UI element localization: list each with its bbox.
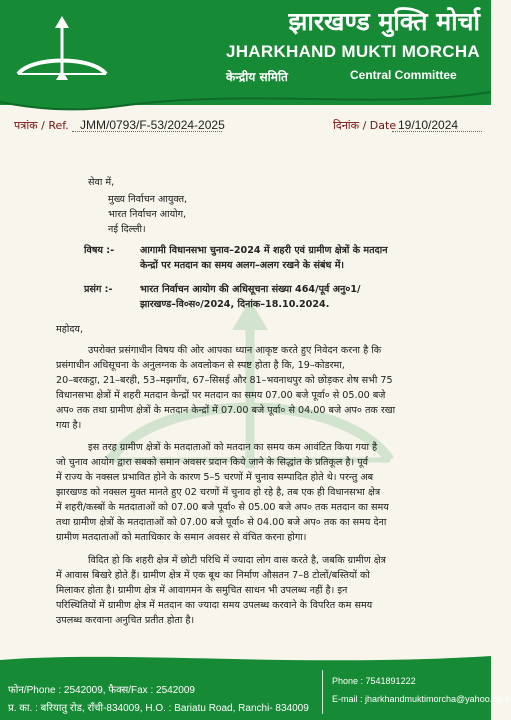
paragraph-3-line: में आवास बिखरे होते हैं। ग्रामीण क्षेत्र में एक बूथ का निर्माण औसतन 7–8 टोलों/बस्तियों को	[56, 570, 370, 581]
committee-label-hindi: केन्द्रीय समिति	[226, 70, 288, 84]
paragraph-2-line: ग्रामीण मतदाताओं को मताधिकार के समान अवसर से वंचित करना होगा।	[56, 532, 307, 543]
reference-label: पत्रांक / Ref.	[14, 119, 69, 132]
paragraph-1-line: उपरोक्त प्रसंगाधीन विषय की ओर आपका ध्यान आकृष्ट करते हुए निवेदन करना है कि	[88, 345, 382, 356]
subject-line-1: आगामी विधानसभा चुनाव–2024 में शहरी एवं ग्रामीण क्षेत्रों के मतदान	[140, 245, 388, 256]
subject-line-2: केन्द्रों पर मतदान का समय अलग–अलग रखने के संबंध में।	[140, 260, 345, 271]
reference-dotted-line	[72, 131, 222, 132]
paragraph-2-line: में राज्य के नक्सल प्रभावित होने के कारण 5–5 चरणों में चुनाव सम्पादित होते थे। परन्तु अब	[56, 472, 374, 483]
paragraph-2-line: झारखण्ड को नक्सल मुक्त मानते हुए 02 चरणों में चुनाव हो रहे है, तब एक ही विधानसभा क्षेत्र	[56, 487, 381, 498]
date-label: दिनांक / Date	[333, 119, 397, 132]
party-name-english: JHARKHAND MUKTI MORCHA	[225, 42, 480, 61]
footer-divider	[322, 670, 323, 714]
paragraph-2-line: में शहरी/कस्बों के मतदाताओं को 07.00 बजे पूर्वा० से 05.00 बजे अप० तक मतदान का समय	[56, 502, 389, 513]
footer-contact-email: E-mail : jharkhandmuktimorcha@yahoo.co.in	[332, 694, 511, 704]
recipient-line-3: नई दिल्ली।	[108, 224, 146, 235]
date-dotted-line	[392, 131, 482, 132]
footer-phone-fax: फोन/Phone : 2542009, फैक्स/Fax : 2542009	[8, 685, 195, 696]
context-line-1: भारत निर्वाचन आयोग की अधिसूचना संख्या 464/पूर्व अनु०1/	[140, 284, 361, 295]
paragraph-2-line: इस तरह ग्रामीण क्षेत्रों के मतदाताओं को मतदान का समय कम आवंटित किया गया है	[88, 442, 378, 453]
paragraph-2-line: जो चुनाव आयोग द्वारा सबको समान अवसर प्रदान किये जाने के सिद्धांत के प्रतिकूल है। पूर्व	[56, 457, 368, 468]
context-label: प्रसंग :-	[84, 284, 113, 295]
bow-and-arrow-emblem-icon	[12, 16, 112, 82]
committee-label-english: Central Committee	[350, 68, 457, 82]
footer-contact-phone: Phone : 7541891222	[332, 676, 416, 686]
paragraph-3-line: उपलब्ध करवाना अनुचित प्रतीत होता है।	[56, 615, 195, 626]
letter-date: 19/10/2024	[398, 118, 459, 132]
footer-address: प्र. का. : बरियातु रोड, राँची-834009, H.O. : Bariatu Road, Ranchi- 834009	[8, 703, 309, 714]
subject-label: विषय :-	[84, 245, 115, 256]
paragraph-1-line: प्रसंगाधीन अधिसूचना के अनुलग्नक के अवलोकन से स्पष्ट होता है कि, 19–कोडरमा,	[56, 360, 345, 371]
greeting: महोदय,	[56, 324, 84, 335]
paragraph-1-line: गया है।	[56, 420, 82, 431]
recipient-line-1: मुख्य निर्वाचन आयुक्त,	[108, 194, 188, 205]
recipient-line-2: भारत निर्वाचन आयोग,	[108, 209, 187, 220]
paragraph-3-line: मिलाकर होता है। ग्रामीण क्षेत्र में आवागमन के समुचित साधन भी उपलब्ध नहीं है। इन	[56, 585, 348, 596]
paragraph-1-line: अप० तक तथा ग्रामीण क्षेत्रों के मतदान केन्द्रों में 07.00 बजे पूर्वा० से 04.00 बजे अप० तक रखा	[56, 405, 396, 416]
paragraph-1-line: विधानसभा क्षेत्रों में शहरी मतदान केन्द्रों पर मतदान का समय 07.00 बजे पूर्वा० से 05.00 बजे	[56, 390, 386, 401]
paragraph-2-line: तथा ग्रामीण क्षेत्रों के मतदाताओं को 07.00 बजे पूर्वा० से 04.00 बजे अप० तक का समय देना	[56, 517, 387, 528]
reference-number: JMM/0793/F-53/2024-2025	[80, 118, 225, 132]
party-name-hindi: झारखण्ड मुक्ति मोर्चा	[288, 7, 480, 36]
paragraph-1-line: 20–बरकट्ठा, 21–बरही, 53–मझगाँव, 67–सिसई और 81–भवनाथपुर को छोड़कर शेष सभी 75	[56, 375, 393, 386]
paragraph-3-line: विदित हो कि शहरी क्षेत्र में छोटी परिधि में ज्यादा लोग वास करते है, जबकि ग्रामीण क्षेत्र	[88, 555, 386, 566]
salutation: सेवा में,	[88, 177, 115, 188]
paragraph-3-line: परिस्थितियों में ग्रामीण क्षेत्र में मतदान का ज्यादा समय उपलब्ध करवाने के विपरित कम समय	[56, 600, 373, 611]
context-line-2: झारखण्ड–वि०स०/2024, दिनांक–18.10.2024.	[140, 299, 330, 310]
